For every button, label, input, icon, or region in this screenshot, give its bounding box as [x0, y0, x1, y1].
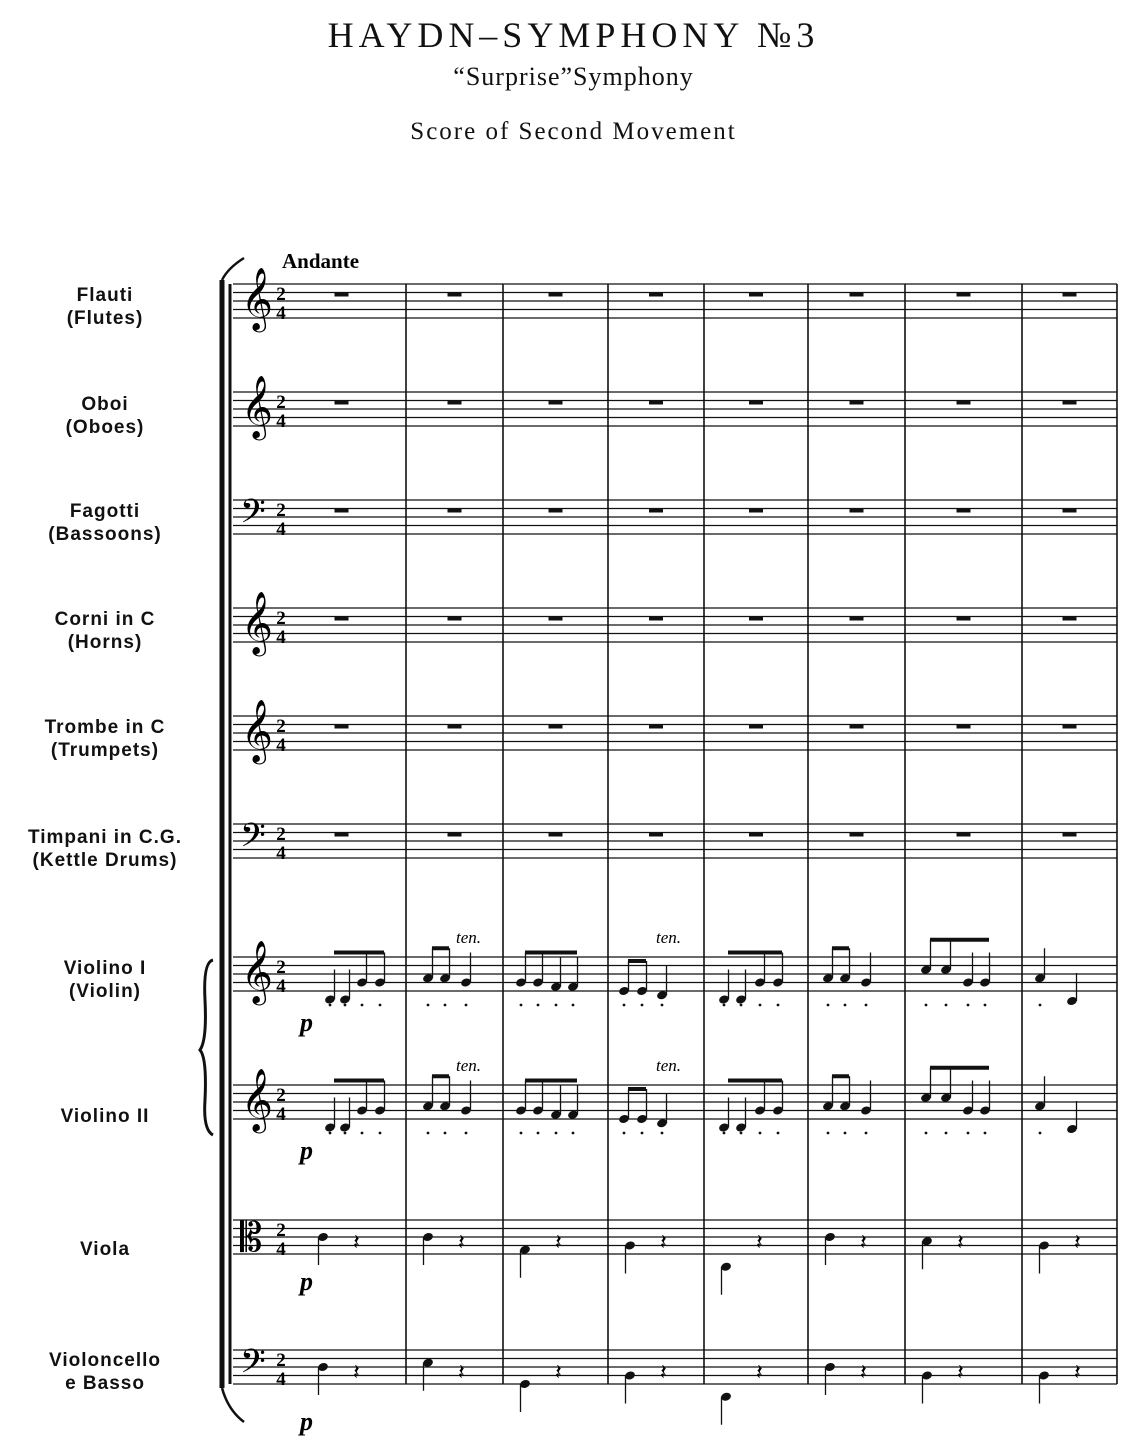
staccato-dot: [740, 1004, 743, 1007]
quarter-rest-icon: 𝄽: [660, 1230, 667, 1256]
note-beam: [525, 951, 577, 955]
staccato-dot: [572, 1004, 575, 1007]
measure-rest: [749, 509, 763, 513]
measure-rest: [749, 293, 763, 297]
dynamic-marking: p: [300, 1267, 313, 1296]
quarter-rest-icon: 𝄽: [1074, 1230, 1081, 1256]
staccato-dot: [427, 1004, 430, 1007]
time-signature-bottom: 4: [276, 627, 286, 648]
treble-clef-icon: 𝄞: [241, 940, 273, 1003]
staccato-dot: [329, 1004, 332, 1007]
treble-clef-icon: 𝄞: [241, 267, 273, 330]
staccato-dot: [759, 1132, 762, 1135]
measure-rest: [957, 617, 971, 621]
measure-rest: [957, 401, 971, 405]
staccato-dot: [661, 1132, 664, 1135]
note-beam: [432, 946, 449, 950]
dynamic-marking: p: [300, 1136, 313, 1165]
measure-rest: [850, 293, 864, 297]
staccato-dot: [740, 1132, 743, 1135]
measure-rest: [749, 725, 763, 729]
time-signature-top: 2: [276, 824, 286, 845]
quarter-rest-icon: 𝄽: [957, 1360, 964, 1386]
note-beam: [832, 1074, 849, 1078]
time-signature-top: 2: [276, 500, 286, 521]
measure-rest: [1063, 725, 1077, 729]
measure-rest: [549, 617, 563, 621]
measure-rest: [549, 293, 563, 297]
staff-flutes: [233, 267, 1117, 333]
measure-rest: [335, 617, 349, 621]
label-bassoons: Fagotti (Bassoons): [48, 501, 162, 545]
measure-rest: [749, 617, 763, 621]
staff-oboes: [233, 375, 1117, 441]
time-signature-top: 2: [276, 1350, 286, 1371]
treble-clef-icon: 𝄞: [241, 375, 273, 438]
measure-rest: [335, 725, 349, 729]
note-beam: [334, 1079, 384, 1083]
bass-clef-icon: 𝄢: [240, 817, 266, 863]
bracket-bottom-hook: [222, 1388, 244, 1422]
time-signature-bottom: 4: [276, 411, 286, 432]
measure-rest: [448, 401, 462, 405]
note-beam: [832, 946, 849, 950]
staccato-dot: [465, 1004, 468, 1007]
movement-heading: Score of Second Movement: [410, 118, 737, 145]
tenuto-marking: ten.: [456, 928, 482, 947]
time-signature-bottom: 4: [276, 843, 286, 864]
measure-rest: [1063, 509, 1077, 513]
staccato-dot: [827, 1004, 830, 1007]
quarter-rest-icon: 𝄽: [756, 1230, 763, 1256]
note-beam: [334, 951, 384, 955]
quarter-rest-icon: 𝄽: [860, 1230, 867, 1256]
staccato-dot: [844, 1004, 847, 1007]
staccato-dot: [723, 1004, 726, 1007]
staff-trumpets: [233, 699, 1117, 765]
staccato-dot: [427, 1132, 430, 1135]
time-signature-top: 2: [276, 1220, 286, 1241]
measure-rest: [850, 617, 864, 621]
staccato-dot: [623, 1004, 626, 1007]
staccato-dot: [984, 1132, 987, 1135]
measure-rest: [850, 725, 864, 729]
quarter-rest-icon: 𝄽: [458, 1360, 465, 1386]
label-viola: Viola: [79, 1239, 131, 1260]
time-signature-bottom: 4: [276, 1369, 286, 1390]
label-flutes: Flauti (Flutes): [66, 285, 144, 329]
note-beam: [525, 1079, 577, 1083]
measure-rest: [448, 725, 462, 729]
note-beam: [728, 1079, 782, 1083]
staccato-dot: [1039, 1004, 1042, 1007]
tenuto-marking: ten.: [456, 1056, 482, 1075]
measure-rest: [749, 833, 763, 837]
staccato-dot: [827, 1132, 830, 1135]
staccato-dot: [344, 1004, 347, 1007]
note-beam: [728, 951, 782, 955]
time-signature-bottom: 4: [276, 976, 286, 997]
label-violin2: Violino II: [60, 1106, 150, 1127]
measure-rest: [850, 401, 864, 405]
quarter-rest-icon: 𝄽: [860, 1360, 867, 1386]
staccato-dot: [984, 1004, 987, 1007]
staff-violin1: [233, 940, 1117, 1006]
measure-rest: [448, 509, 462, 513]
time-signature-top: 2: [276, 608, 286, 629]
label-violin1: Violino I (Violin): [63, 958, 147, 1002]
staccato-dot: [945, 1004, 948, 1007]
treble-clef-icon: 𝄞: [241, 699, 273, 762]
measure-rest: [649, 833, 663, 837]
label-trumpets: Trombe in C (Trumpets): [44, 717, 166, 761]
quarter-rest-icon: 𝄽: [458, 1230, 465, 1256]
staccato-dot: [925, 1132, 928, 1135]
measure-rest: [335, 509, 349, 513]
staccato-dot: [555, 1004, 558, 1007]
staccato-dot: [444, 1004, 447, 1007]
time-signature-top: 2: [276, 716, 286, 737]
measure-rest: [549, 725, 563, 729]
time-signature-top: 2: [276, 392, 286, 413]
staccato-dot: [641, 1004, 644, 1007]
staccato-dot: [1039, 1132, 1042, 1135]
staccato-dot: [379, 1004, 382, 1007]
staccato-dot: [379, 1132, 382, 1135]
quarter-rest-icon: 𝄽: [353, 1230, 360, 1256]
note-beam: [930, 938, 989, 942]
alto-clef-icon: 𝄡: [240, 1215, 263, 1261]
measure-rest: [850, 509, 864, 513]
tenuto-marking: ten.: [656, 1056, 682, 1075]
dynamic-marking: p: [300, 1008, 313, 1037]
measure-rest: [549, 509, 563, 513]
staccato-dot: [465, 1132, 468, 1135]
measure-rest: [448, 833, 462, 837]
staccato-dot: [537, 1004, 540, 1007]
staff-violin2: [233, 1068, 1117, 1134]
measure-rest: [649, 617, 663, 621]
staccato-dot: [967, 1004, 970, 1007]
time-signature-top: 2: [276, 1085, 286, 1106]
measure-rest: [957, 725, 971, 729]
dynamic-marking: p: [300, 1407, 313, 1436]
measure-rest: [957, 509, 971, 513]
measure-rest: [649, 401, 663, 405]
time-signature-top: 2: [276, 284, 286, 305]
measure-rest: [1063, 401, 1077, 405]
measure-rest: [549, 401, 563, 405]
staccato-dot: [723, 1132, 726, 1135]
staff-cello-bass: [233, 1343, 1117, 1390]
subtitle: “Surprise”Symphony: [453, 62, 694, 91]
staccato-dot: [759, 1004, 762, 1007]
quarter-rest-icon: 𝄽: [353, 1360, 360, 1386]
tenuto-marking: ten.: [656, 928, 682, 947]
violin-brace: [200, 960, 213, 1135]
measure-rest: [1063, 617, 1077, 621]
note-beam: [628, 959, 646, 963]
measure-rest: [1063, 833, 1077, 837]
quarter-rest-icon: 𝄽: [1074, 1360, 1081, 1386]
staccato-dot: [361, 1004, 364, 1007]
label-timpani: Timpani in C.G. (Kettle Drums): [28, 827, 182, 871]
label-cello-bass: Violoncello e Basso: [48, 1350, 161, 1394]
staccato-dot: [444, 1132, 447, 1135]
treble-clef-icon: 𝄞: [241, 1068, 273, 1131]
quarter-rest-icon: 𝄽: [957, 1230, 964, 1256]
measure-rest: [448, 293, 462, 297]
page-title: HAYDN–SYMPHONY №3: [327, 15, 820, 55]
staccato-dot: [925, 1004, 928, 1007]
treble-clef-icon: 𝄞: [241, 591, 273, 654]
staccato-dot: [520, 1132, 523, 1135]
measure-rest: [1063, 293, 1077, 297]
measure-rest: [549, 833, 563, 837]
staccato-dot: [865, 1132, 868, 1135]
staccato-dot: [945, 1132, 948, 1135]
tempo-marking: Andante: [282, 249, 360, 273]
measure-rest: [335, 833, 349, 837]
staff-timpani: [233, 817, 1117, 864]
measure-rest: [649, 725, 663, 729]
measure-rest: [335, 293, 349, 297]
staccato-dot: [572, 1132, 575, 1135]
quarter-rest-icon: 𝄽: [756, 1360, 763, 1386]
note-beam: [930, 1066, 989, 1070]
staccato-dot: [865, 1004, 868, 1007]
measure-rest: [749, 401, 763, 405]
time-signature-bottom: 4: [276, 735, 286, 756]
label-horns: Corni in C (Horns): [54, 609, 156, 653]
label-oboes: Oboi (Oboes): [65, 394, 145, 438]
quarter-rest-icon: 𝄽: [660, 1360, 667, 1386]
quarter-rest-icon: 𝄽: [555, 1360, 562, 1386]
staccato-dot: [967, 1132, 970, 1135]
time-signature-bottom: 4: [276, 303, 286, 324]
staff-viola: [233, 1215, 1117, 1261]
time-signature-bottom: 4: [276, 519, 286, 540]
note-beam: [432, 1074, 449, 1078]
staff-horns: [233, 591, 1117, 657]
staccato-dot: [844, 1132, 847, 1135]
staccato-dot: [641, 1132, 644, 1135]
measure-rest: [448, 617, 462, 621]
note-beam: [628, 1087, 646, 1091]
staccato-dot: [361, 1132, 364, 1135]
bass-clef-icon: 𝄢: [240, 1343, 266, 1389]
staff-bassoons: [233, 493, 1117, 540]
staccato-dot: [555, 1132, 558, 1135]
staccato-dot: [329, 1132, 332, 1135]
time-signature-bottom: 4: [276, 1104, 286, 1125]
staccato-dot: [344, 1132, 347, 1135]
staccato-dot: [777, 1132, 780, 1135]
time-signature-bottom: 4: [276, 1239, 286, 1260]
measure-rest: [850, 833, 864, 837]
quarter-rest-icon: 𝄽: [555, 1230, 562, 1256]
time-signature-top: 2: [276, 957, 286, 978]
measure-rest: [649, 509, 663, 513]
bass-clef-icon: 𝄢: [240, 493, 266, 539]
measure-rest: [957, 833, 971, 837]
staccato-dot: [623, 1132, 626, 1135]
measure-rest: [649, 293, 663, 297]
measure-rest: [957, 293, 971, 297]
staccato-dot: [777, 1004, 780, 1007]
staccato-dot: [537, 1132, 540, 1135]
measure-rest: [335, 401, 349, 405]
staccato-dot: [661, 1004, 664, 1007]
staccato-dot: [520, 1004, 523, 1007]
